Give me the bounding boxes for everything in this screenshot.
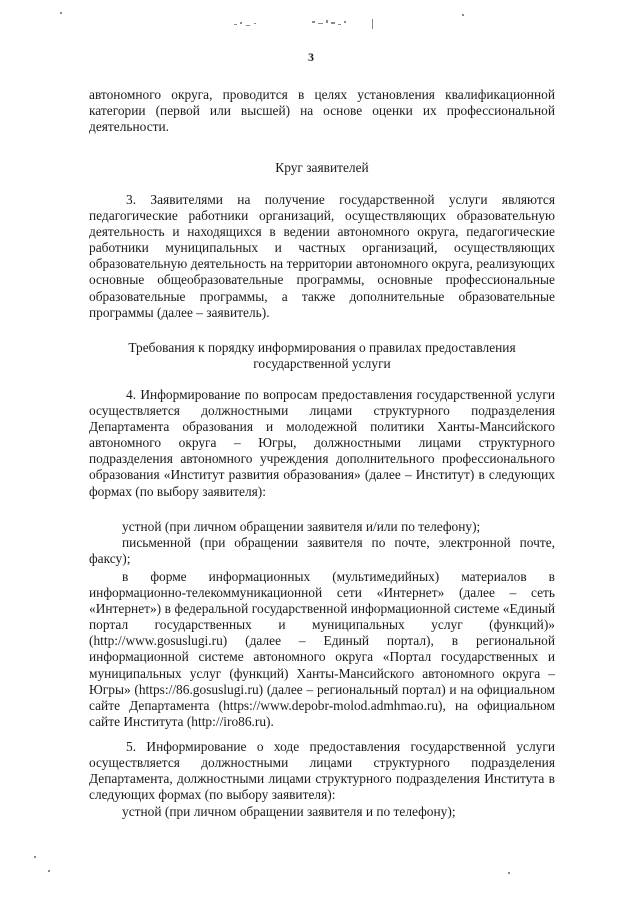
- scan-speck: [48, 870, 50, 872]
- scan-speck: [508, 872, 510, 874]
- list-item-internet-materials: в форме информационных (мультимедийных) материалов в информационно-телекоммуникационной сети «Интернет» (далее – сеть «Интернет») в федеральной государственной информационной системе «Единый портал государственных и муниципальных услуг (функций)» (http://www.gosuslugi.ru) (далее – Единый портал), в региональной информационной системе автономного округа «Портал государственных и муниципальных услуг (функций) Ханты-Мансийского автономного округа – Югры» (https://86.gosuslugi.ru) (далее – региональный портал) и на официальном сайте Департамента (https://www.depobr-molod.admhmao.ru), на официальном сайте Института (http://iro86.ru).: [89, 569, 555, 729]
- list-item-oral-form-progress: устной (при личном обращении заявителя и по телефону);: [122, 804, 456, 819]
- section-heading-information-requirements: Требования к порядку информирования о правилах предоставления государственной услуги: [128, 340, 516, 372]
- page-number: 3: [308, 50, 314, 64]
- scan-noise-marks: [232, 18, 392, 34]
- intro-paragraph: автономного округа, проводится в целях установления квалификационной категории (первой или высшей) на основе оценки их профессиональной деятельности.: [89, 87, 555, 135]
- paragraph-3-applicants: 3. Заявителями на получение государственной услуги являются педагогические работники организаций, осуществляющих образовательную деятельность и находящихся в ведении автономного округа, педагогические работники муниципальных и частных организаций, осуществляющих образовательную деятельность на территории автономного округа, реализующих основные общеобразовательные программы, основные профессиональные образовательные программы, а также дополнительные образовательные программы (далее – заявитель).: [89, 192, 555, 320]
- section-heading-applicants: Круг заявителей: [275, 160, 369, 175]
- scan-speck: [60, 12, 62, 14]
- list-item-written-form: письменной (при обращении заявителя по почте, электронной почте, факсу);: [89, 535, 555, 567]
- scan-speck: [462, 14, 464, 16]
- paragraph-4-information: 4. Информирование по вопросам предоставления государственной услуги осуществляется должностными лицами структурного подразделения Департамента образования и молодежной политики Ханты-Мансийского автономного округа – Югры, должностными лицами структурного подразделения автономного учреждения дополнительного профессионального образования «Институт развития образования» (далее – Институт) в следующих формах (по выбору заявителя):: [89, 387, 555, 499]
- scan-speck: [34, 856, 36, 858]
- paragraph-5-progress-information: 5. Информирование о ходе предоставления государственной услуги осуществляется должностными лицами структурного подразделения Департамента, должностными лицами структурного подразделения Института в следующих формах (по выбору заявителя):: [89, 739, 555, 803]
- list-item-oral-form: устной (при личном обращении заявителя и/или по телефону);: [122, 519, 481, 534]
